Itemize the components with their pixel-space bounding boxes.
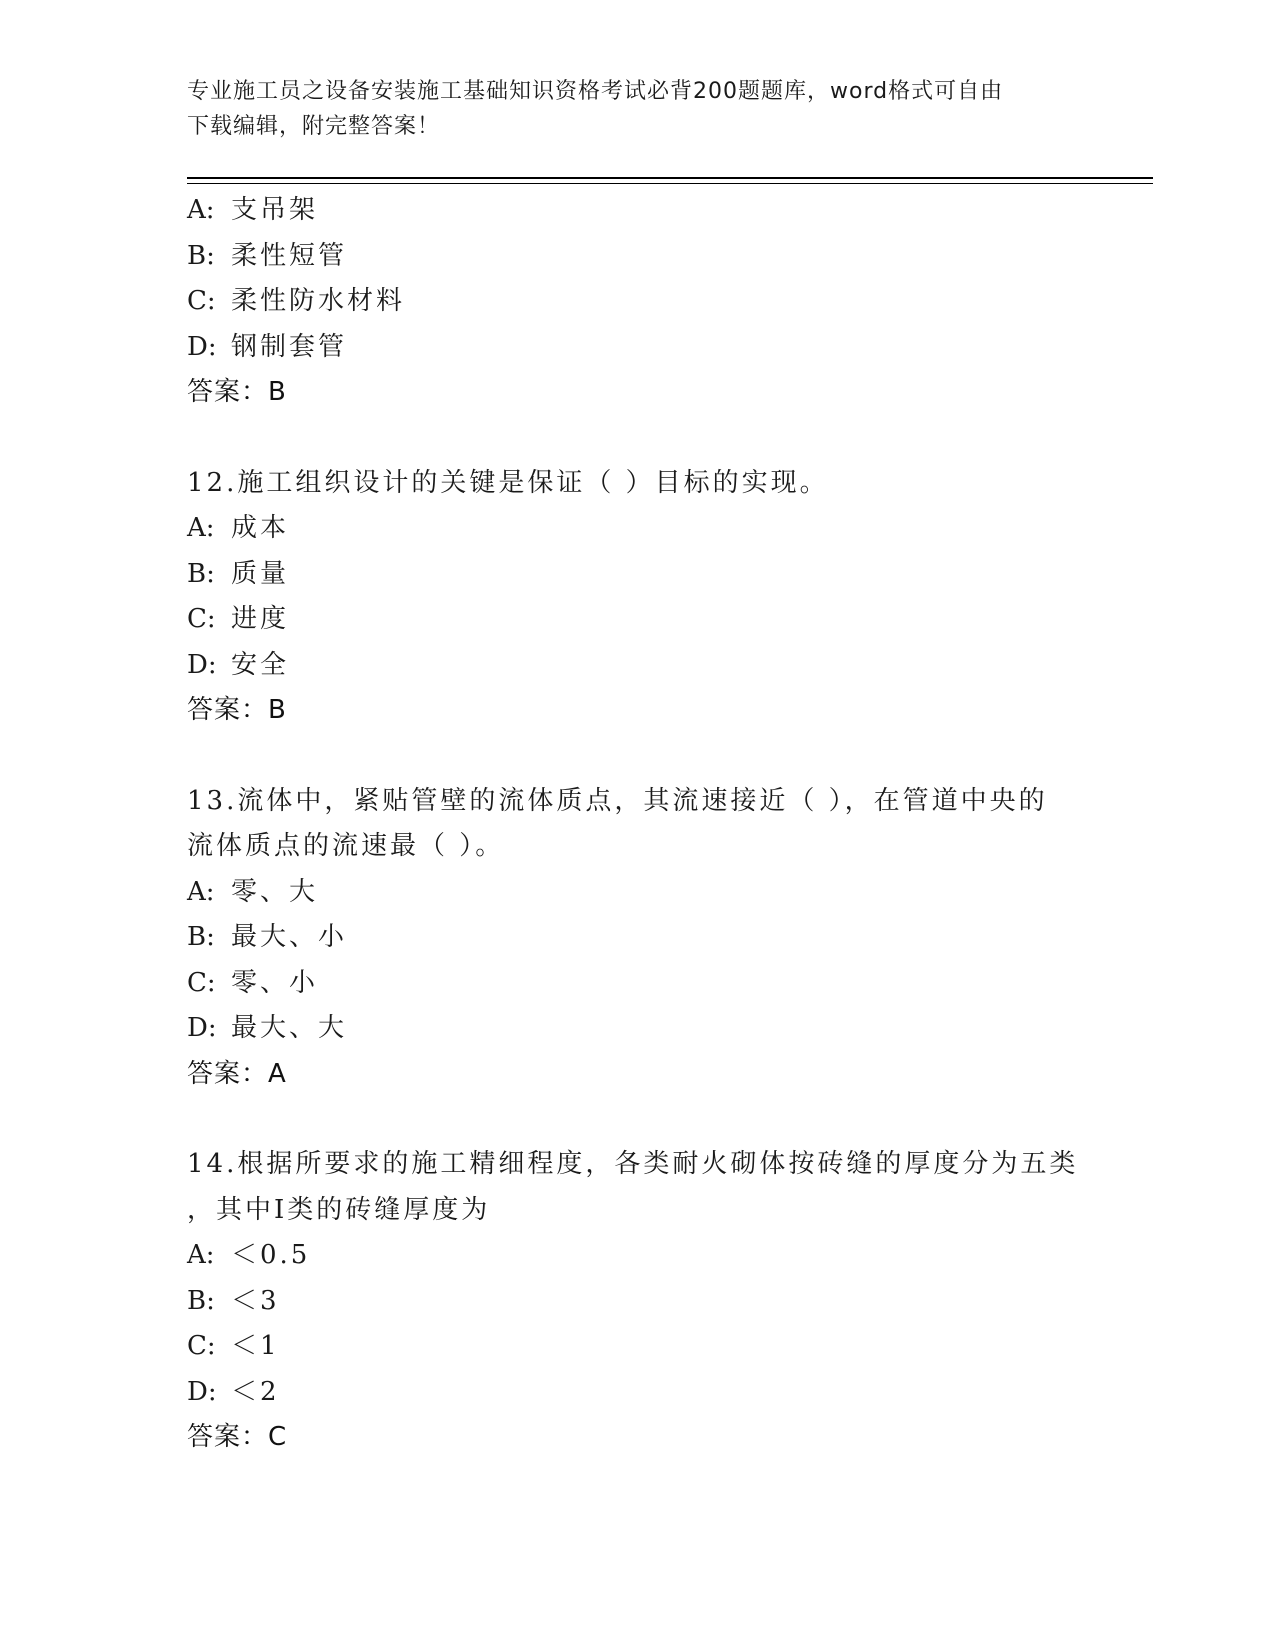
option-a: A: 成本 xyxy=(187,513,290,543)
question-text: 12.施工组织设计的关键是保证（ ）目标的实现。 xyxy=(187,467,829,498)
question-block-prev xyxy=(187,188,1147,416)
option-c: C: ＜1 xyxy=(187,1331,280,1361)
header-title-line-1: 专业施工员之设备安装施工基础知识资格考试必背200题题库，word格式可自由 xyxy=(187,79,1004,104)
question-block-14 xyxy=(187,1142,1147,1461)
question-list xyxy=(187,188,1147,1461)
question-text-line-1: 14.根据所要求的施工精细程度，各类耐火砌体按砖缝的厚度分为五类 xyxy=(187,1149,1079,1179)
option-d: D: ＜2 xyxy=(187,1376,280,1407)
header-rule-thin xyxy=(187,183,1153,184)
spacer xyxy=(187,416,1147,461)
question-text-line-1: 13.流体中，紧贴管壁的流体质点，其流速接近（ ），在管道中央的 xyxy=(187,785,1048,816)
option-a: A: 零、大 xyxy=(187,876,319,907)
header-title-line-2: 下载编辑，附完整答案！ xyxy=(187,114,441,139)
answer-line: 答案：B xyxy=(187,377,287,407)
spacer xyxy=(187,734,1147,779)
answer-line: 答案：C xyxy=(187,1422,288,1452)
option-d: D: 最大、大 xyxy=(187,1013,348,1043)
option-b: B: ＜3 xyxy=(187,1285,280,1316)
option-c: C: 柔性防水材料 xyxy=(187,286,406,316)
option-a: A: 支吊架 xyxy=(187,195,319,225)
answer-line: 答案：B xyxy=(187,695,287,725)
option-b: B: 质量 xyxy=(187,558,290,589)
option-d: D: 安全 xyxy=(187,649,290,680)
question-text-line-2: 流体质点的流速最（ ）。 xyxy=(187,831,505,861)
spacer xyxy=(187,1097,1147,1142)
header-rule-thick xyxy=(187,177,1153,179)
option-c: C: 进度 xyxy=(187,604,290,634)
option-b: B: 最大、小 xyxy=(187,922,348,952)
question-block-12 xyxy=(187,461,1147,734)
option-a: A: ＜0.5 xyxy=(187,1240,311,1270)
option-d: D: 钢制套管 xyxy=(187,331,348,362)
option-c: C: 零、小 xyxy=(187,967,319,998)
answer-line: 答案：A xyxy=(187,1058,287,1089)
question-text-line-2: ，其中Ⅰ类的砖缝厚度为 xyxy=(187,1194,491,1225)
option-b: B: 柔性短管 xyxy=(187,240,348,271)
question-block-13 xyxy=(187,779,1147,1098)
document-header xyxy=(187,74,1067,144)
